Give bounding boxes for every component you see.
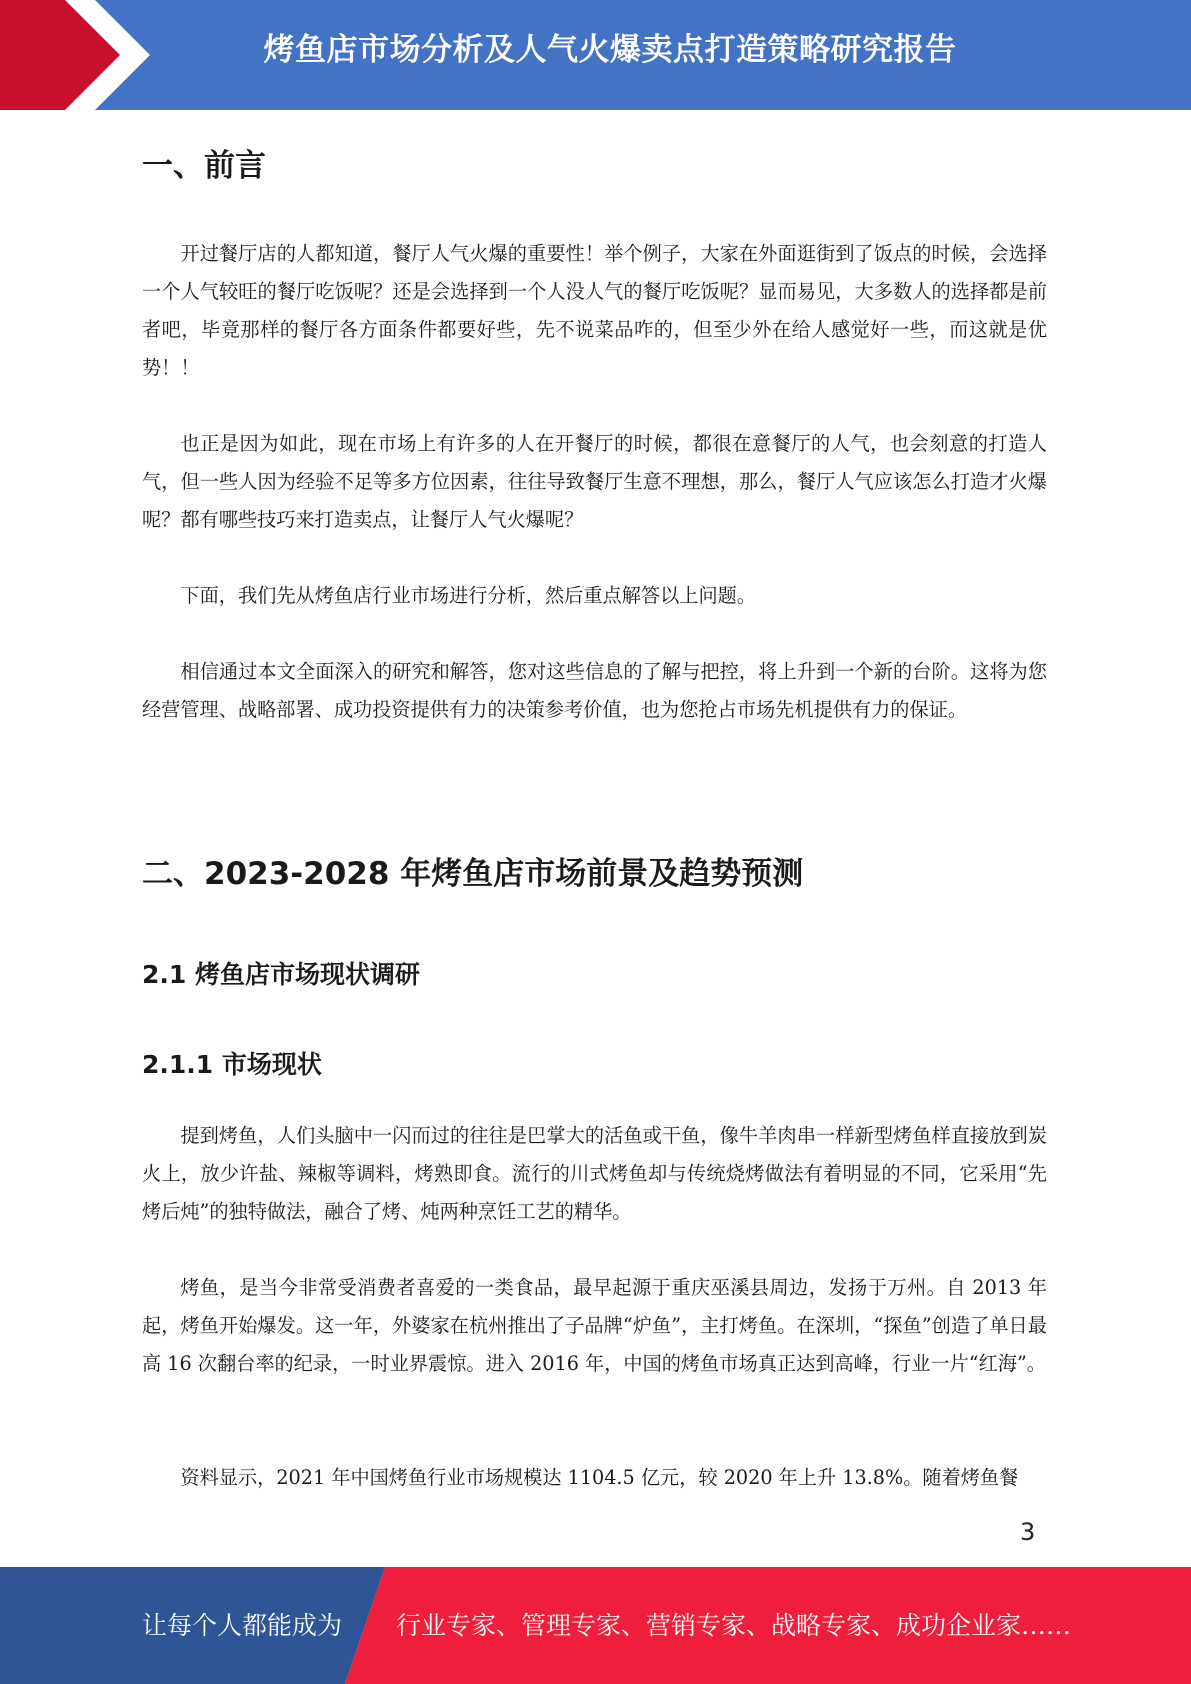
section-heading-preface: 一、前言	[142, 148, 266, 184]
paragraph: 也正是因为如此，现在市场上有许多的人在开餐厅的时候，都很在意餐厅的人气，也会刻意的打造人气，但一些人因为经验不足等多方位因素，往往导致餐厅生意不理想，那么，餐厅人气应该怎么打造才火爆呢？都有哪些技巧来打造卖点，让餐厅人气火爆呢？	[142, 432, 1047, 531]
paragraph: 烤鱼，是当今非常受消费者喜爱的一类食品，最早起源于重庆巫溪县周边，发扬于万州。自 2013 年起，烤鱼开始爆发。这一年，外婆家在杭州推出了子品牌“炉鱼”，主打烤鱼。在深圳，“探鱼”创造了单日最高 16 次翻台率的纪录，一时业界震惊。进入 2016 年，中国的烤鱼市场真正达到高峰，行业一片“红海”。	[142, 1276, 1047, 1375]
paragraph: 相信通过本文全面深入的研究和解答，您对这些信息的了解与把控，将上升到一个新的台阶。这将为您经营管理、战略部署、成功投资提供有力的决策参考价值，也为您抢占市场先机提供有力的保证。	[142, 660, 1047, 721]
paragraph: 资料显示，2021 年中国烤鱼行业市场规模达 1104.5 亿元，较 2020 年上升 13.8%。随着烤鱼餐	[180, 1466, 1019, 1489]
section-heading-market-outlook: 二、2023-2028 年烤鱼店市场前景及趋势预测	[142, 856, 804, 892]
paragraph: 开过餐厅店的人都知道，餐厅人气火爆的重要性！举个例子，大家在外面逛街到了饭点的时候，会选择一个人气较旺的餐厅吃饭呢？还是会选择到一个人没人气的餐厅吃饭呢？显而易见，大多数人的选择都是前者吧，毕竟那样的餐厅各方面条件都要好些，先不说菜品咋的，但至少外在给人感觉好一些，而这就是优势！！	[142, 242, 1047, 379]
subsection-heading-market-status: 2.1.1 市场现状	[142, 1050, 322, 1079]
footer-slogan-left: 让每个人都能成为	[142, 1611, 343, 1640]
report-title: 烤鱼店市场分析及人气火爆卖点打造策略研究报告	[263, 32, 957, 68]
paragraph: 下面，我们先从烤鱼店行业市场进行分析，然后重点解答以上问题。	[180, 584, 757, 607]
footer-slogan-right: 行业专家、管理专家、营销专家、战略专家、成功企业家……	[396, 1611, 1072, 1640]
header-banner	[0, 0, 1191, 110]
paragraph: 提到烤鱼，人们头脑中一闪而过的往往是巴掌大的活鱼或干鱼，像牛羊肉串一样新型烤鱼样直接放到炭火上，放少许盐、辣椒等调料，烤熟即食。流行的川式烤鱼却与传统烧烤做法有着明显的不同，它采用“先烤后炖”的独特做法，融合了烤、炖两种烹饪工艺的精华。	[142, 1124, 1047, 1223]
footer-banner	[0, 1567, 1191, 1684]
page-number: 3	[1020, 1518, 1036, 1546]
header-arrow-decoration	[0, 0, 170, 110]
subsection-heading-market-research: 2.1 烤鱼店市场现状调研	[142, 960, 420, 989]
